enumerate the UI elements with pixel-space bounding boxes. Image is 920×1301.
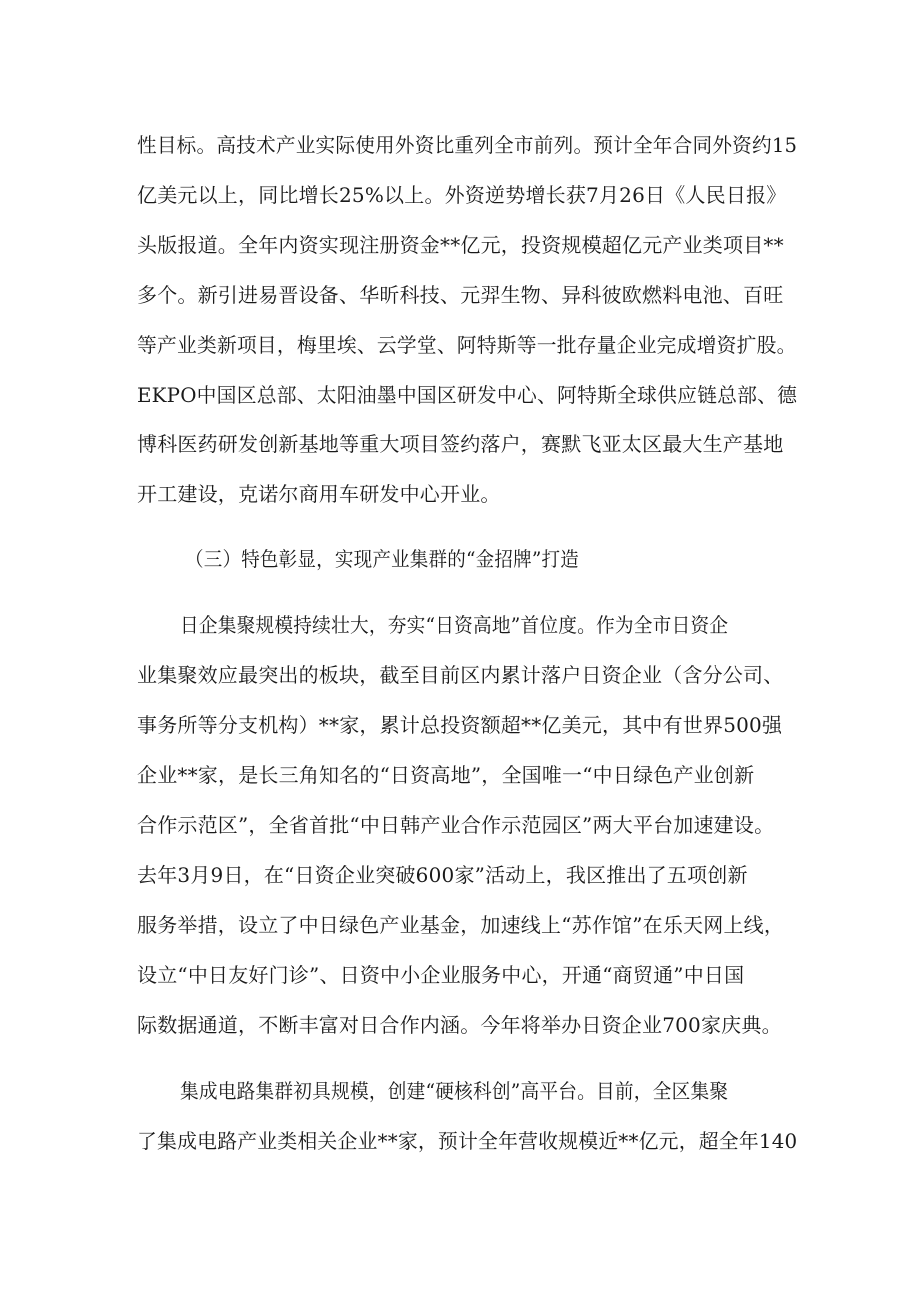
- paragraph-1-line-7: 博科医药研发创新基地等重大项目签约落户，赛默飞亚太区最大生产基地: [137, 432, 784, 456]
- section-heading: （三）特色彰显，实现产业集群的“金招牌”打造: [185, 547, 579, 571]
- paragraph-1-line-3: 头版报道。全年内资实现注册资金**亿元，投资规模超亿元产业类项目**: [137, 233, 784, 257]
- paragraph-2-line-6: 去年3月9日，在“日资企业突破600家”活动上，我区推出了五项创新: [137, 863, 748, 887]
- paragraph-2-line-2: 业集聚效应最突出的板块，截至目前区内累计落户日资企业（含分公司、: [137, 663, 784, 687]
- paragraph-1-line-5: 等产业类新项目，梅里埃、云学堂、阿特斯等一批存量企业完成增资扩股。: [137, 333, 797, 357]
- paragraph-1-line-2: 亿美元以上，同比增长25%以上。外资逆势增长获7月26日《人民日报》: [137, 183, 787, 207]
- paragraph-1-line-1: 性目标。高技术产业实际使用外资比重列全市前列。预计全年合同外资约15: [137, 133, 798, 157]
- paragraph-3-line-2: 了集成电路产业类相关企业**家，预计全年营收规模近**亿元，超全年140: [137, 1129, 798, 1153]
- paragraph-2-line-9: 际数据通道，不断丰富对日合作内涵。今年将举办日资企业700家庆典。: [137, 1013, 782, 1037]
- paragraph-2-line-7: 服务举措，设立了中日绿色产业基金，加速线上“苏作馆”在乐天网上线，: [137, 913, 785, 937]
- paragraph-2-line-8: 设立“中日友好门诊”、日资中小企业服务中心，开通“商贸通”中日国: [137, 963, 745, 987]
- paragraph-1-line-8: 开工建设，克诺尔商用车研发中心开业。: [137, 482, 501, 506]
- paragraph-2-line-5: 合作示范区”，全省首批“中日韩产业合作示范园区”两大平台加速建设。: [137, 813, 775, 837]
- paragraph-2-line-1: 日企集聚规模持续壮大，夯实“日资高地”首位度。作为全市日资企: [180, 613, 729, 637]
- paragraph-2-line-4: 企业**家，是长三角知名的“日资高地”，全国唯一“中日绿色产业创新: [137, 763, 755, 787]
- paragraph-1-line-4: 多个。新引进易晋设备、华昕科技、元羿生物、异科彼欧燃料电池、百旺: [137, 283, 784, 307]
- paragraph-1-line-6: EKPO中国区总部、太阳油墨中国区研发中心、阿特斯全球供应链总部、德: [137, 383, 798, 407]
- paragraph-3-line-1: 集成电路集群初具规模，创建“硬核科创”高平台。目前，全区集聚: [180, 1079, 729, 1103]
- paragraph-2-line-3: 事务所等分支机构）**家，累计总投资额超**亿美元，其中有世界500强: [137, 713, 783, 737]
